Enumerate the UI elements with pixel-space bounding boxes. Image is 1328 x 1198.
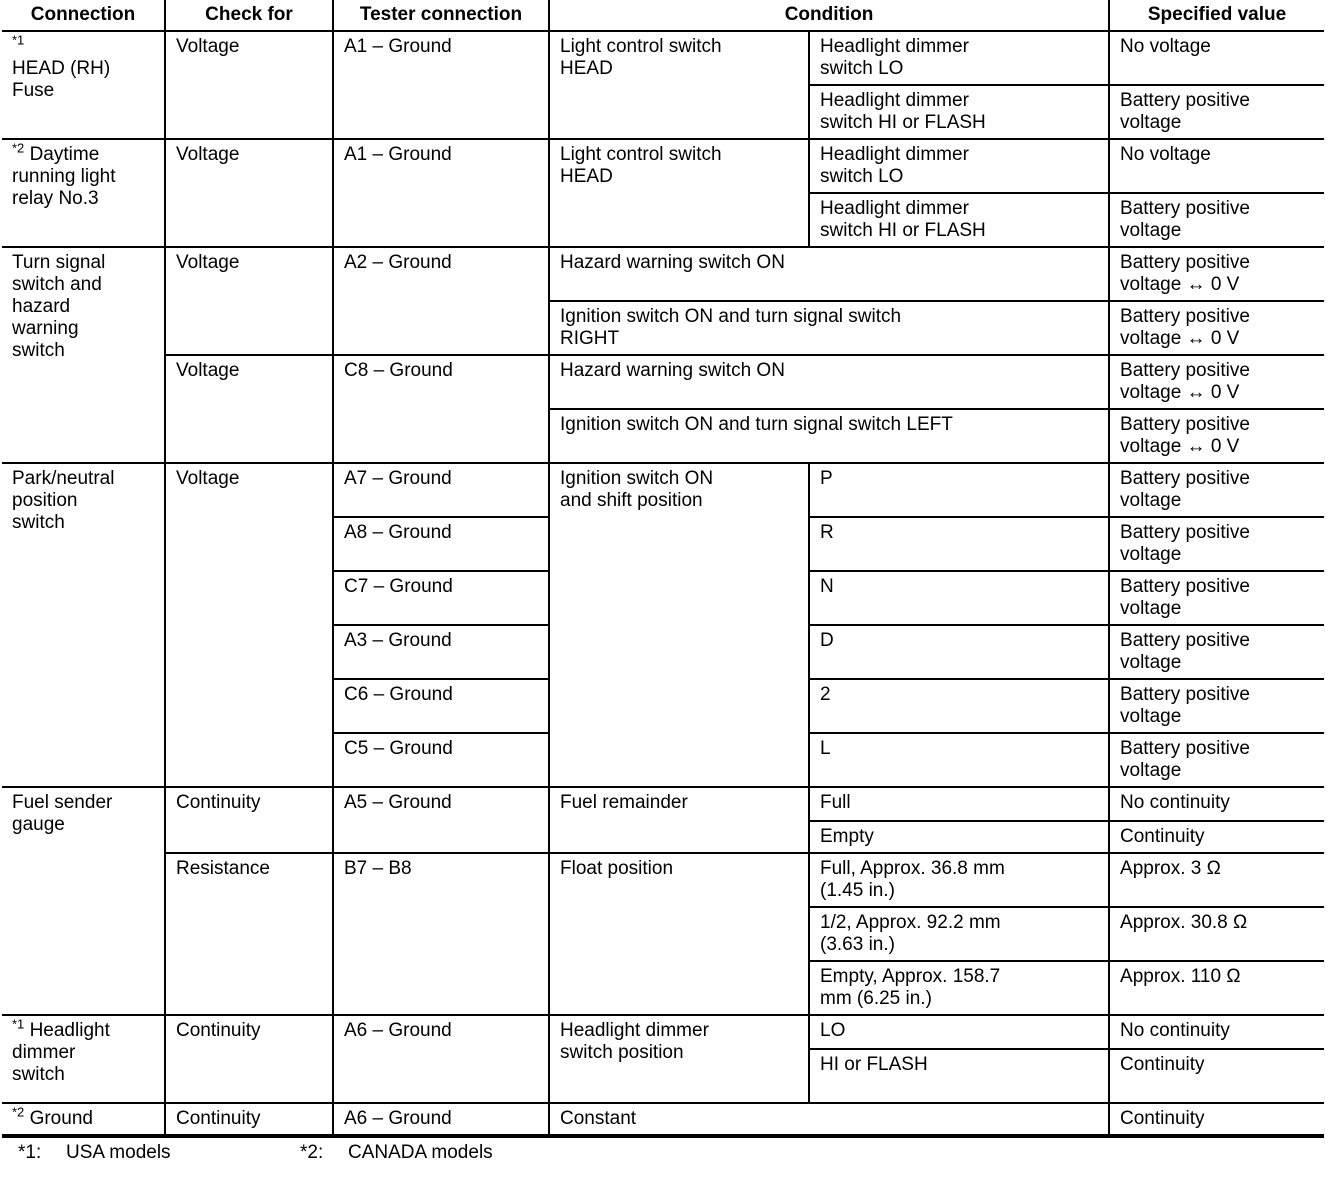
- specified-value-cell: Battery positive voltage: [1109, 625, 1324, 679]
- specified-value-cell: Battery positive voltage: [1109, 85, 1324, 139]
- sub-condition-cell: Full: [809, 787, 1109, 821]
- connection-label: HEAD (RH) Fuse: [12, 58, 111, 101]
- condition-cell: Constant: [549, 1103, 1109, 1135]
- check-for-cell: Voltage: [165, 463, 333, 787]
- specified-value-cell: Battery positive voltage: [1109, 463, 1324, 517]
- check-for-cell: Voltage: [165, 355, 333, 463]
- specified-value-cell: No voltage: [1109, 31, 1324, 85]
- table-row: [2, 787, 1324, 821]
- connection-text: Ground: [24, 1108, 93, 1129]
- inspection-table: [2, 0, 1324, 1136]
- check-for-cell: Continuity: [165, 787, 333, 853]
- tester-connection-cell: A1 – Ground: [333, 139, 549, 247]
- footnote-mark: *1: [12, 1016, 25, 1032]
- tester-connection-cell: A5 – Ground: [333, 787, 549, 853]
- specified-value-cell: Battery positive voltage ↔ 0 V: [1109, 301, 1324, 355]
- tester-connection-cell: A6 – Ground: [333, 1015, 549, 1103]
- check-for-cell: Voltage: [165, 247, 333, 355]
- table-row: [2, 247, 1324, 301]
- footnotes: [2, 1136, 1324, 1168]
- connection-label: [12, 1016, 110, 1085]
- condition-cell: Ignition switch ON and turn signal switch LEFT: [549, 409, 1109, 463]
- specified-value-cell: Continuity: [1109, 1049, 1324, 1103]
- tester-connection-cell: A2 – Ground: [333, 247, 549, 355]
- specified-value-cell: Approx. 30.8 Ω: [1109, 907, 1324, 961]
- table-row: [2, 1103, 1324, 1135]
- condition-cell: Ignition switch ON and shift position: [549, 463, 809, 787]
- connection-cell: Fuel sender gauge: [2, 787, 165, 1015]
- footnote-mark: *2:: [300, 1142, 324, 1163]
- table-row: [2, 31, 1324, 85]
- tester-connection-cell: C7 – Ground: [333, 571, 549, 625]
- connection-cell: Park/neutral position switch: [2, 463, 165, 787]
- sub-condition-cell: Empty: [809, 821, 1109, 853]
- footnote-canada: [300, 1141, 493, 1165]
- specified-value-cell: Approx. 3 Ω: [1109, 853, 1324, 907]
- specified-value-cell: Continuity: [1109, 1103, 1324, 1135]
- specified-value-cell: Battery positive voltage: [1109, 679, 1324, 733]
- header-check-for: Check for: [165, 0, 333, 31]
- sub-condition-cell: D: [809, 625, 1109, 679]
- specified-value-cell: No continuity: [1109, 1015, 1324, 1049]
- tester-connection-cell: A1 – Ground: [333, 31, 549, 139]
- sub-condition-cell: LO: [809, 1015, 1109, 1049]
- tester-connection-cell: A6 – Ground: [333, 1103, 549, 1135]
- header-tester-connection: Tester connection: [333, 0, 549, 31]
- check-for-cell: Continuity: [165, 1103, 333, 1135]
- sub-condition-cell: Headlight dimmer switch HI or FLASH: [809, 193, 1109, 247]
- condition-cell: Headlight dimmer switch position: [549, 1015, 809, 1103]
- connection-label: [12, 140, 116, 209]
- tester-connection-cell: C5 – Ground: [333, 733, 549, 787]
- specified-value-cell: Battery positive voltage ↔ 0 V: [1109, 355, 1324, 409]
- sub-condition-cell: N: [809, 571, 1109, 625]
- specified-value-cell: Battery positive voltage ↔ 0 V: [1109, 247, 1324, 301]
- sub-condition-cell: Headlight dimmer switch HI or FLASH: [809, 85, 1109, 139]
- footnote-mark: *2: [12, 140, 25, 156]
- sub-condition-cell: 2: [809, 679, 1109, 733]
- footnote-mark: *2: [12, 1104, 25, 1120]
- table-row: [2, 355, 1324, 409]
- header-connection: Connection: [2, 0, 165, 31]
- condition-cell: Light control switch HEAD: [549, 31, 809, 139]
- condition-cell: Hazard warning switch ON: [549, 247, 1109, 301]
- footnote-text: USA models: [66, 1142, 171, 1163]
- footnote-usa: [18, 1141, 300, 1165]
- connection-cell: [2, 31, 165, 139]
- sub-condition-cell: 1/2, Approx. 92.2 mm (3.63 in.): [809, 907, 1109, 961]
- connection-cell: [2, 1103, 165, 1135]
- specified-value-cell: Battery positive voltage: [1109, 517, 1324, 571]
- tester-connection-cell: B7 – B8: [333, 853, 549, 1015]
- specified-value-cell: No continuity: [1109, 787, 1324, 821]
- sub-condition-cell: R: [809, 517, 1109, 571]
- specified-value-cell: Battery positive voltage ↔ 0 V: [1109, 409, 1324, 463]
- check-for-cell: Resistance: [165, 853, 333, 1015]
- footnote-text: CANADA models: [348, 1142, 493, 1163]
- tester-connection-cell: A8 – Ground: [333, 517, 549, 571]
- specified-value-cell: Continuity: [1109, 821, 1324, 853]
- sub-condition-cell: P: [809, 463, 1109, 517]
- connection-text: Daytime running light relay No.3: [12, 144, 116, 209]
- header-condition: Condition: [549, 0, 1109, 31]
- sub-condition-cell: Headlight dimmer switch LO: [809, 31, 1109, 85]
- condition-cell: Ignition switch ON and turn signal switch RIGHT: [549, 301, 1109, 355]
- condition-cell: Float position: [549, 853, 809, 1015]
- specified-value-cell: Battery positive voltage: [1109, 733, 1324, 787]
- footnote-mark: *1:: [18, 1142, 42, 1163]
- footnote-mark: *1: [12, 32, 25, 48]
- connection-text: Headlight dimmer switch: [12, 1020, 110, 1085]
- sub-condition-cell: HI or FLASH: [809, 1049, 1109, 1103]
- condition-cell: Hazard warning switch ON: [549, 355, 1109, 409]
- sub-condition-cell: Headlight dimmer switch LO: [809, 139, 1109, 193]
- header-row: [2, 0, 1324, 31]
- table-row: [2, 853, 1324, 907]
- tester-connection-cell: C6 – Ground: [333, 679, 549, 733]
- table-row: [2, 463, 1324, 517]
- connection-cell: [2, 1015, 165, 1103]
- connection-cell: [2, 139, 165, 247]
- table-row: [2, 139, 1324, 193]
- tester-connection-cell: A3 – Ground: [333, 625, 549, 679]
- specified-value-cell: Approx. 110 Ω: [1109, 961, 1324, 1015]
- check-for-cell: Voltage: [165, 139, 333, 247]
- sub-condition-cell: Empty, Approx. 158.7 mm (6.25 in.): [809, 961, 1109, 1015]
- specified-value-cell: Battery positive voltage: [1109, 193, 1324, 247]
- table-row: [2, 1015, 1324, 1049]
- specified-value-cell: Battery positive voltage: [1109, 571, 1324, 625]
- tester-connection-cell: C8 – Ground: [333, 355, 549, 463]
- sub-condition-cell: Full, Approx. 36.8 mm (1.45 in.): [809, 853, 1109, 907]
- header-specified-value: Specified value: [1109, 0, 1324, 31]
- check-for-cell: Continuity: [165, 1015, 333, 1103]
- condition-cell: Fuel remainder: [549, 787, 809, 853]
- check-for-cell: Voltage: [165, 31, 333, 139]
- specified-value-cell: No voltage: [1109, 139, 1324, 193]
- condition-cell: Light control switch HEAD: [549, 139, 809, 247]
- sub-condition-cell: L: [809, 733, 1109, 787]
- tester-connection-cell: A7 – Ground: [333, 463, 549, 517]
- connection-cell: Turn signal switch and hazard warning switch: [2, 247, 165, 463]
